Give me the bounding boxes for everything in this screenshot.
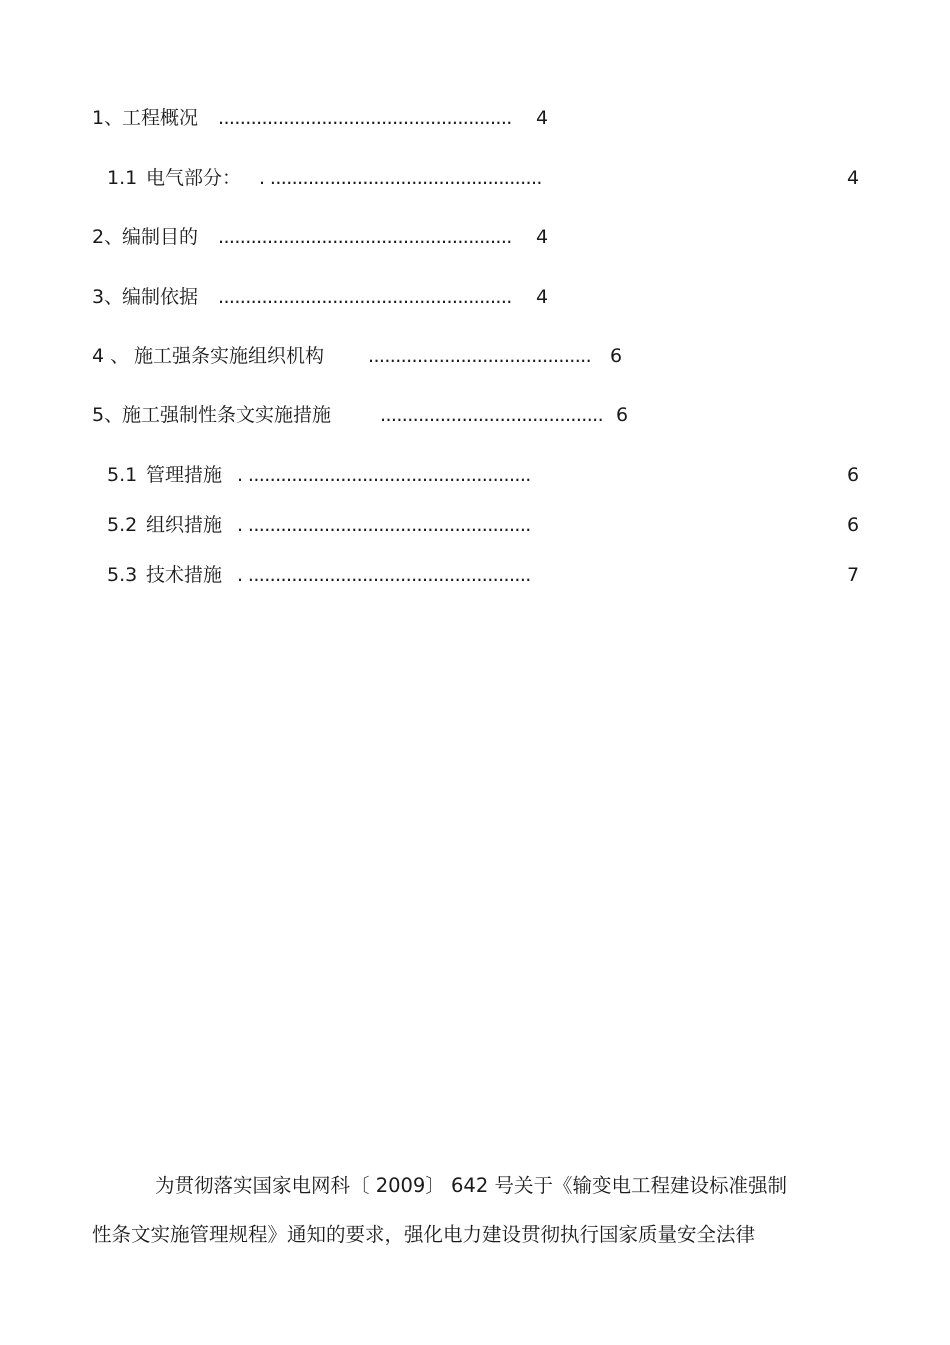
toc-entry-leader: . .................................................... [237,564,531,586]
toc-entry-number: 1.1 [107,167,138,189]
toc-entry-page: 6 [847,514,860,536]
toc-entry-page: 7 [847,564,860,586]
toc-entry-page: 6 [847,464,860,486]
toc-entry-page: 6 [616,404,629,426]
toc-entry-number: 2、 [92,226,124,248]
toc-entry-number: 1、 [92,107,124,129]
toc-entry-title: 编制依据 [122,286,199,308]
toc-entry-title: 组织措施 [146,514,223,536]
toc-entry-number: 5、 [92,404,124,426]
toc-entry-leader: . .................................................... [237,514,531,536]
toc-entry-leader: . .................................................. [259,167,542,189]
toc-entry-leader: . .................................................... [237,464,531,486]
toc-entry-title: 编制目的 [122,226,199,248]
toc-entry-title: 技术措施 [146,564,223,586]
body-paragraph-line: 为贯彻落实国家电网科〔 2009〕 642 号关于《输变电工程建设标准强制 [155,1174,787,1197]
toc-entry-leader: ......................................... [380,404,604,426]
toc-entry-title: 电气部分： [146,167,242,189]
toc-entry-number: 5.1 [107,464,138,486]
toc-entry-page: 4 [536,226,549,248]
toc-entry-leader: ...................................................... [218,107,512,129]
toc-entry-page: 6 [610,345,623,367]
toc-entry-leader: ...................................................... [218,226,512,248]
toc-entry-number: 5.2 [107,514,138,536]
toc-entry-title: 施工强条实施组织机构 [134,345,325,367]
toc-entry-page: 4 [536,286,549,308]
toc-entry-number: 4 、 [92,345,130,367]
toc-entry-leader: ......................................... [368,345,592,367]
toc-entry-title: 工程概况 [122,107,199,129]
toc-entry-leader: ...................................................... [218,286,512,308]
toc-entry-title: 施工强制性条文实施措施 [122,404,332,426]
body-paragraph-line: 性条文实施管理规程》通知的要求，强化电力建设贯彻执行国家质量安全法律 [92,1223,756,1246]
toc-entry-title: 管理措施 [146,464,223,486]
toc-entry-number: 5.3 [107,564,138,586]
toc-entry-page: 4 [847,167,860,189]
toc-entry-page: 4 [536,107,549,129]
toc-entry-number: 3、 [92,286,124,308]
